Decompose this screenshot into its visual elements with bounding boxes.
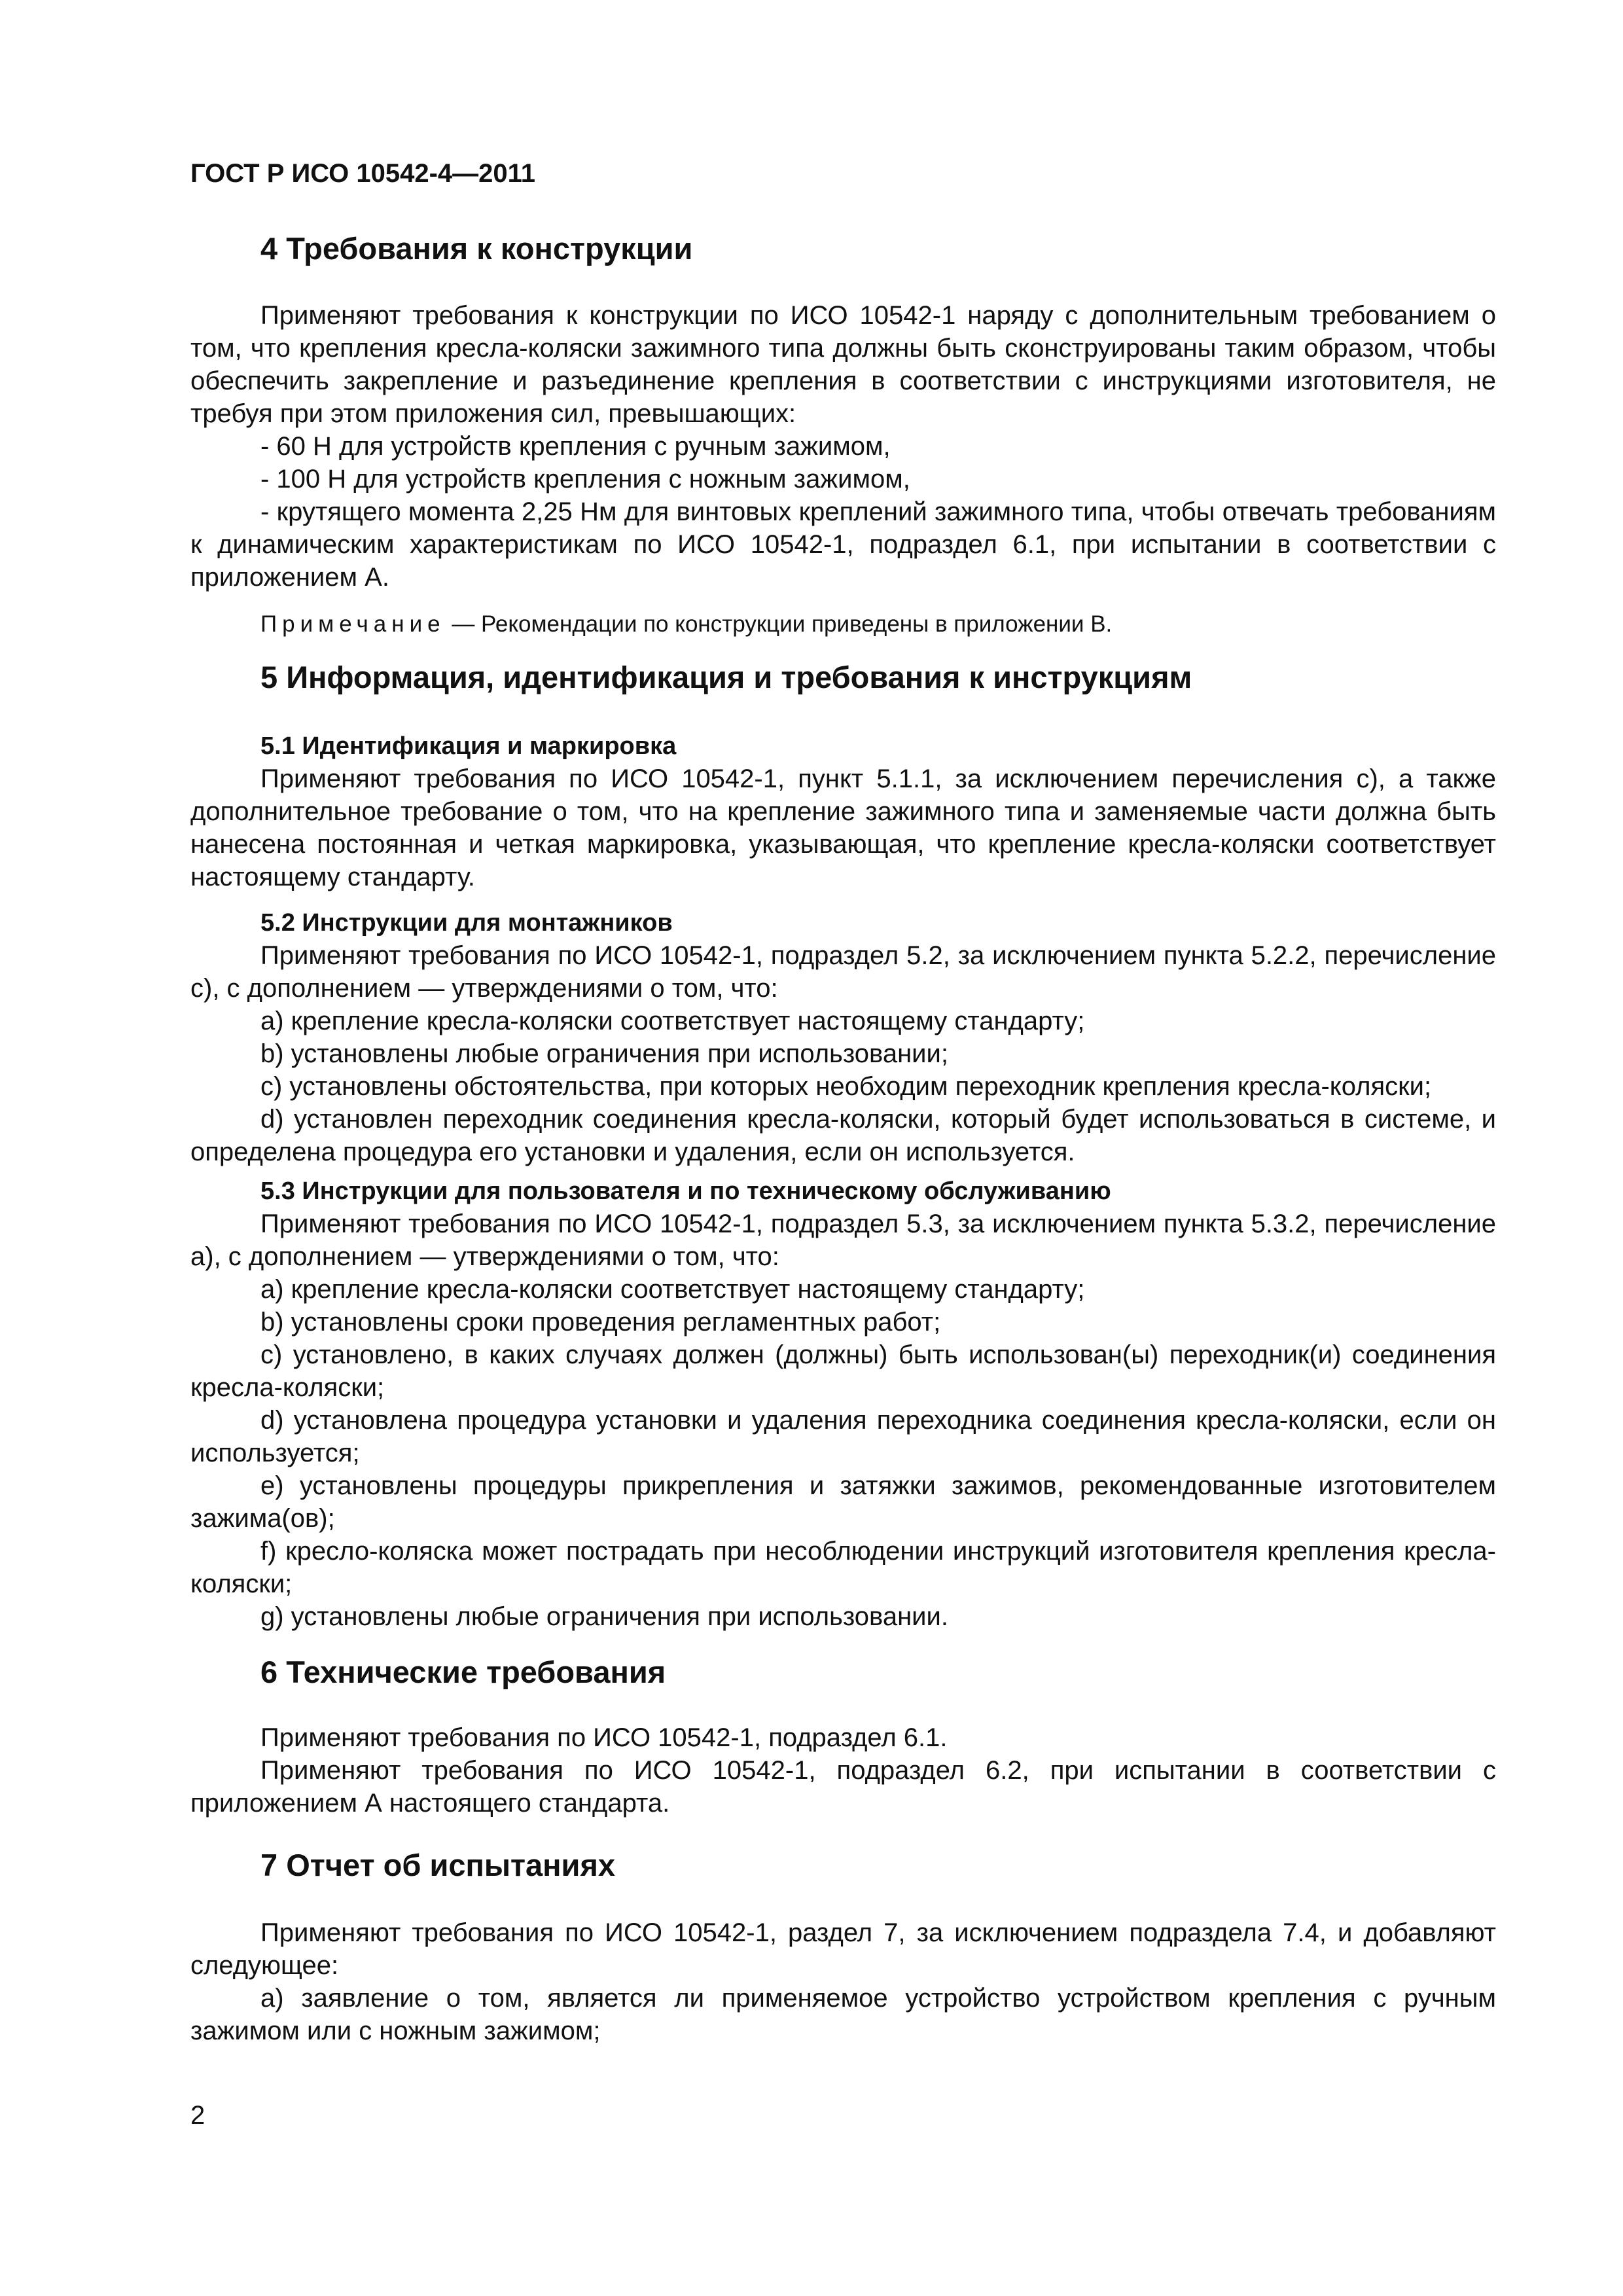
section-5-2-intro: Применяют требования по ИСО 10542-1, подраздел 5.2, за исключением пункта 5.2.2, перечисление с), с дополнением — утверждениями о том, что: [190,941,1496,1003]
section-5-3-item: a) крепление кресла-коляски соответствует настоящему стандарту; [260,1275,1085,1304]
section-5-title: 5 Информация, идентификация и требования к инструкциям [260,660,1192,694]
section-4-intro: Применяют требования к конструкции по ИСО 10542-1 наряду с дополнительным требованием о том, что крепления кресла-коляски зажимного типа должны быть сконструированы таким образом, чтобы обеспечить закрепление и разъединение крепления в соответствии с инструкциями изготовителя, не требуя при этом приложения сил, превышающих: [190,301,1496,428]
section-5-1 [190,730,1496,893]
section-5-2-title: 5.2 Инструкции для монтажников [260,909,673,937]
section-5-2-item: c) установлены обстоятельства, при которых необходим переходник крепления кресла-коляски; [260,1072,1432,1101]
section-5-3-item: e) установлены процедуры прикрепления и затяжки зажимов, рекомендованные изготовителем зажима(ов); [190,1471,1496,1533]
section-6-paragraph: Применяют требования по ИСО 10542-1, подраздел 6.1. [260,1723,948,1752]
section-7-title: 7 Отчет об испытаниях [260,1848,616,1882]
section-7-intro: Применяют требования по ИСО 10542-1, раздел 7, за исключением подраздела 7.4, и добавляют следующее: [190,1918,1496,1980]
page-number: 2 [190,2101,205,2130]
section-5-2-item: d) установлен переходник соединения кресла-коляски, который будет использоваться в системе, и определена процедура его установки и удаления, если он используется. [190,1105,1496,1166]
section-4-item: - 60 Н для устройств крепления с ручным зажимом, [260,432,891,461]
section-5-2-item: a) крепление кресла-коляски соответствует настоящему стандарту; [260,1007,1085,1035]
section-5-1-text: Применяют требования по ИСО 10542-1, пункт 5.1.1, за исключением перечисления с), а также дополнительное требование о том, что на крепление зажимного типа и заменяемые части должна быть нанесена постоянная и четкая маркировка, указывающая, что крепление кресла-коляски соответствует настоящему стандарту. [190,764,1496,891]
section-5-3-item: g) установлены любые ограничения при использовании. [260,1602,948,1631]
section-5-3-title: 5.3 Инструкции для пользователя и по техническому обслуживанию [260,1177,1111,1205]
section-5-3-item: b) установлены сроки проведения регламентных работ; [260,1308,941,1336]
section-5-3 [190,1175,1496,1633]
section-4-title: 4 Требования к конструкции [260,231,693,266]
section-4 [190,229,1496,268]
note-text: — Рекомендации по конструкции приведены в приложении В. [445,611,1113,637]
section-5-3-item: d) установлена процедура установки и удаления переходника соединения кресла-коляски, если он используется; [190,1406,1496,1467]
section-4-body [190,299,1496,641]
section-5-3-item: c) установлено, в каких случаях должен (должны) быть использован(ы) переходник(и) соединения кресла-коляски; [190,1340,1496,1402]
section-4-item: - 100 Н для устройств крепления с ножным зажимом, [260,465,910,493]
section-7-body [190,1916,1496,2047]
section-5-3-intro: Применяют требования по ИСО 10542-1, подраздел 5.3, за исключением пункта 5.3.2, перечисление а), с дополнением — утверждениями о том, что: [190,1210,1496,1271]
section-6 [190,1653,1496,1692]
document-code-header: ГОСТ Р ИСО 10542-4—2011 [190,159,535,188]
section-4-note [190,608,1496,641]
section-5-1-title: 5.1 Идентификация и маркировка [260,732,677,760]
section-4-item: - крутящего момента 2,25 Нм для винтовых креплений зажимного типа, чтобы отвечать требованиям к динамическим характеристикам по ИСО 10542-1, подраздел 6.1, при испытании в соответствии с приложением А. [190,497,1496,592]
section-6-title: 6 Технические требования [260,1655,666,1689]
section-6-paragraph: Применяют требования по ИСО 10542-1, подраздел 6.2, при испытании в соответствии с приложением А настоящего стандарта. [190,1756,1496,1818]
section-5-3-item: f) кресло-коляска может пострадать при несоблюдении инструкций изготовителя крепления кресла-коляски; [190,1537,1496,1598]
section-6-body [190,1721,1496,1820]
section-7 [190,1846,1496,1885]
section-7-item: а) заявление о том, является ли применяемое устройство устройством крепления с ручным зажимом или с ножным зажимом; [190,1984,1496,2045]
section-5-2-item: b) установлены любые ограничения при использовании; [260,1039,948,1068]
section-5-2 [190,906,1496,1168]
section-5 [190,658,1496,697]
note-label: Примечание [260,611,446,637]
